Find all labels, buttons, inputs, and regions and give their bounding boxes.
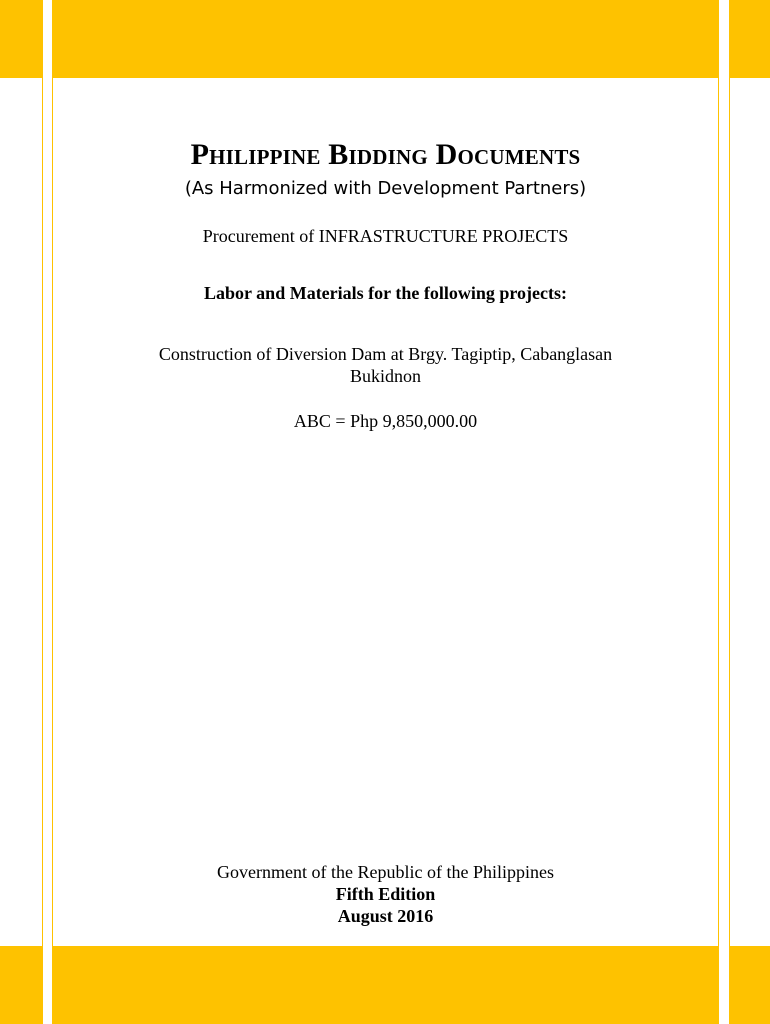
procurement-line: Procurement of INFRASTRUCTURE PROJECTS [202, 226, 569, 246]
edition-line: Fifth Edition [335, 884, 436, 904]
government-line: Government of the Republic of the Philippines [217, 862, 554, 882]
cover-footer [53, 861, 718, 927]
date-line: August 2016 [337, 906, 434, 926]
approved-budget: ABC = Php 9,850,000.00 [293, 411, 478, 431]
bottom-right-band [730, 946, 770, 1024]
labor-materials-heading: Labor and Materials for the following projects: [204, 283, 567, 303]
project-line-1: Construction of Diversion Dam at Brgy. Tagiptip, Cabanglasan [158, 344, 613, 364]
vertical-rule-left-outer [42, 0, 43, 1024]
top-header-band [53, 0, 718, 78]
vertical-rule-right-outer [729, 0, 730, 1024]
project-line-2: Bukidnon [349, 366, 421, 386]
bottom-left-band [0, 946, 42, 1024]
bottom-footer-band [53, 946, 718, 1024]
top-left-band [0, 0, 42, 78]
vertical-rule-right-inner [718, 0, 719, 1024]
document-title: Philippine Bidding Documents [190, 138, 581, 171]
project-description [93, 343, 678, 387]
document-subtitle: (As Harmonized with Development Partners) [184, 178, 587, 199]
top-right-band [730, 0, 770, 78]
cover-content [53, 78, 718, 946]
